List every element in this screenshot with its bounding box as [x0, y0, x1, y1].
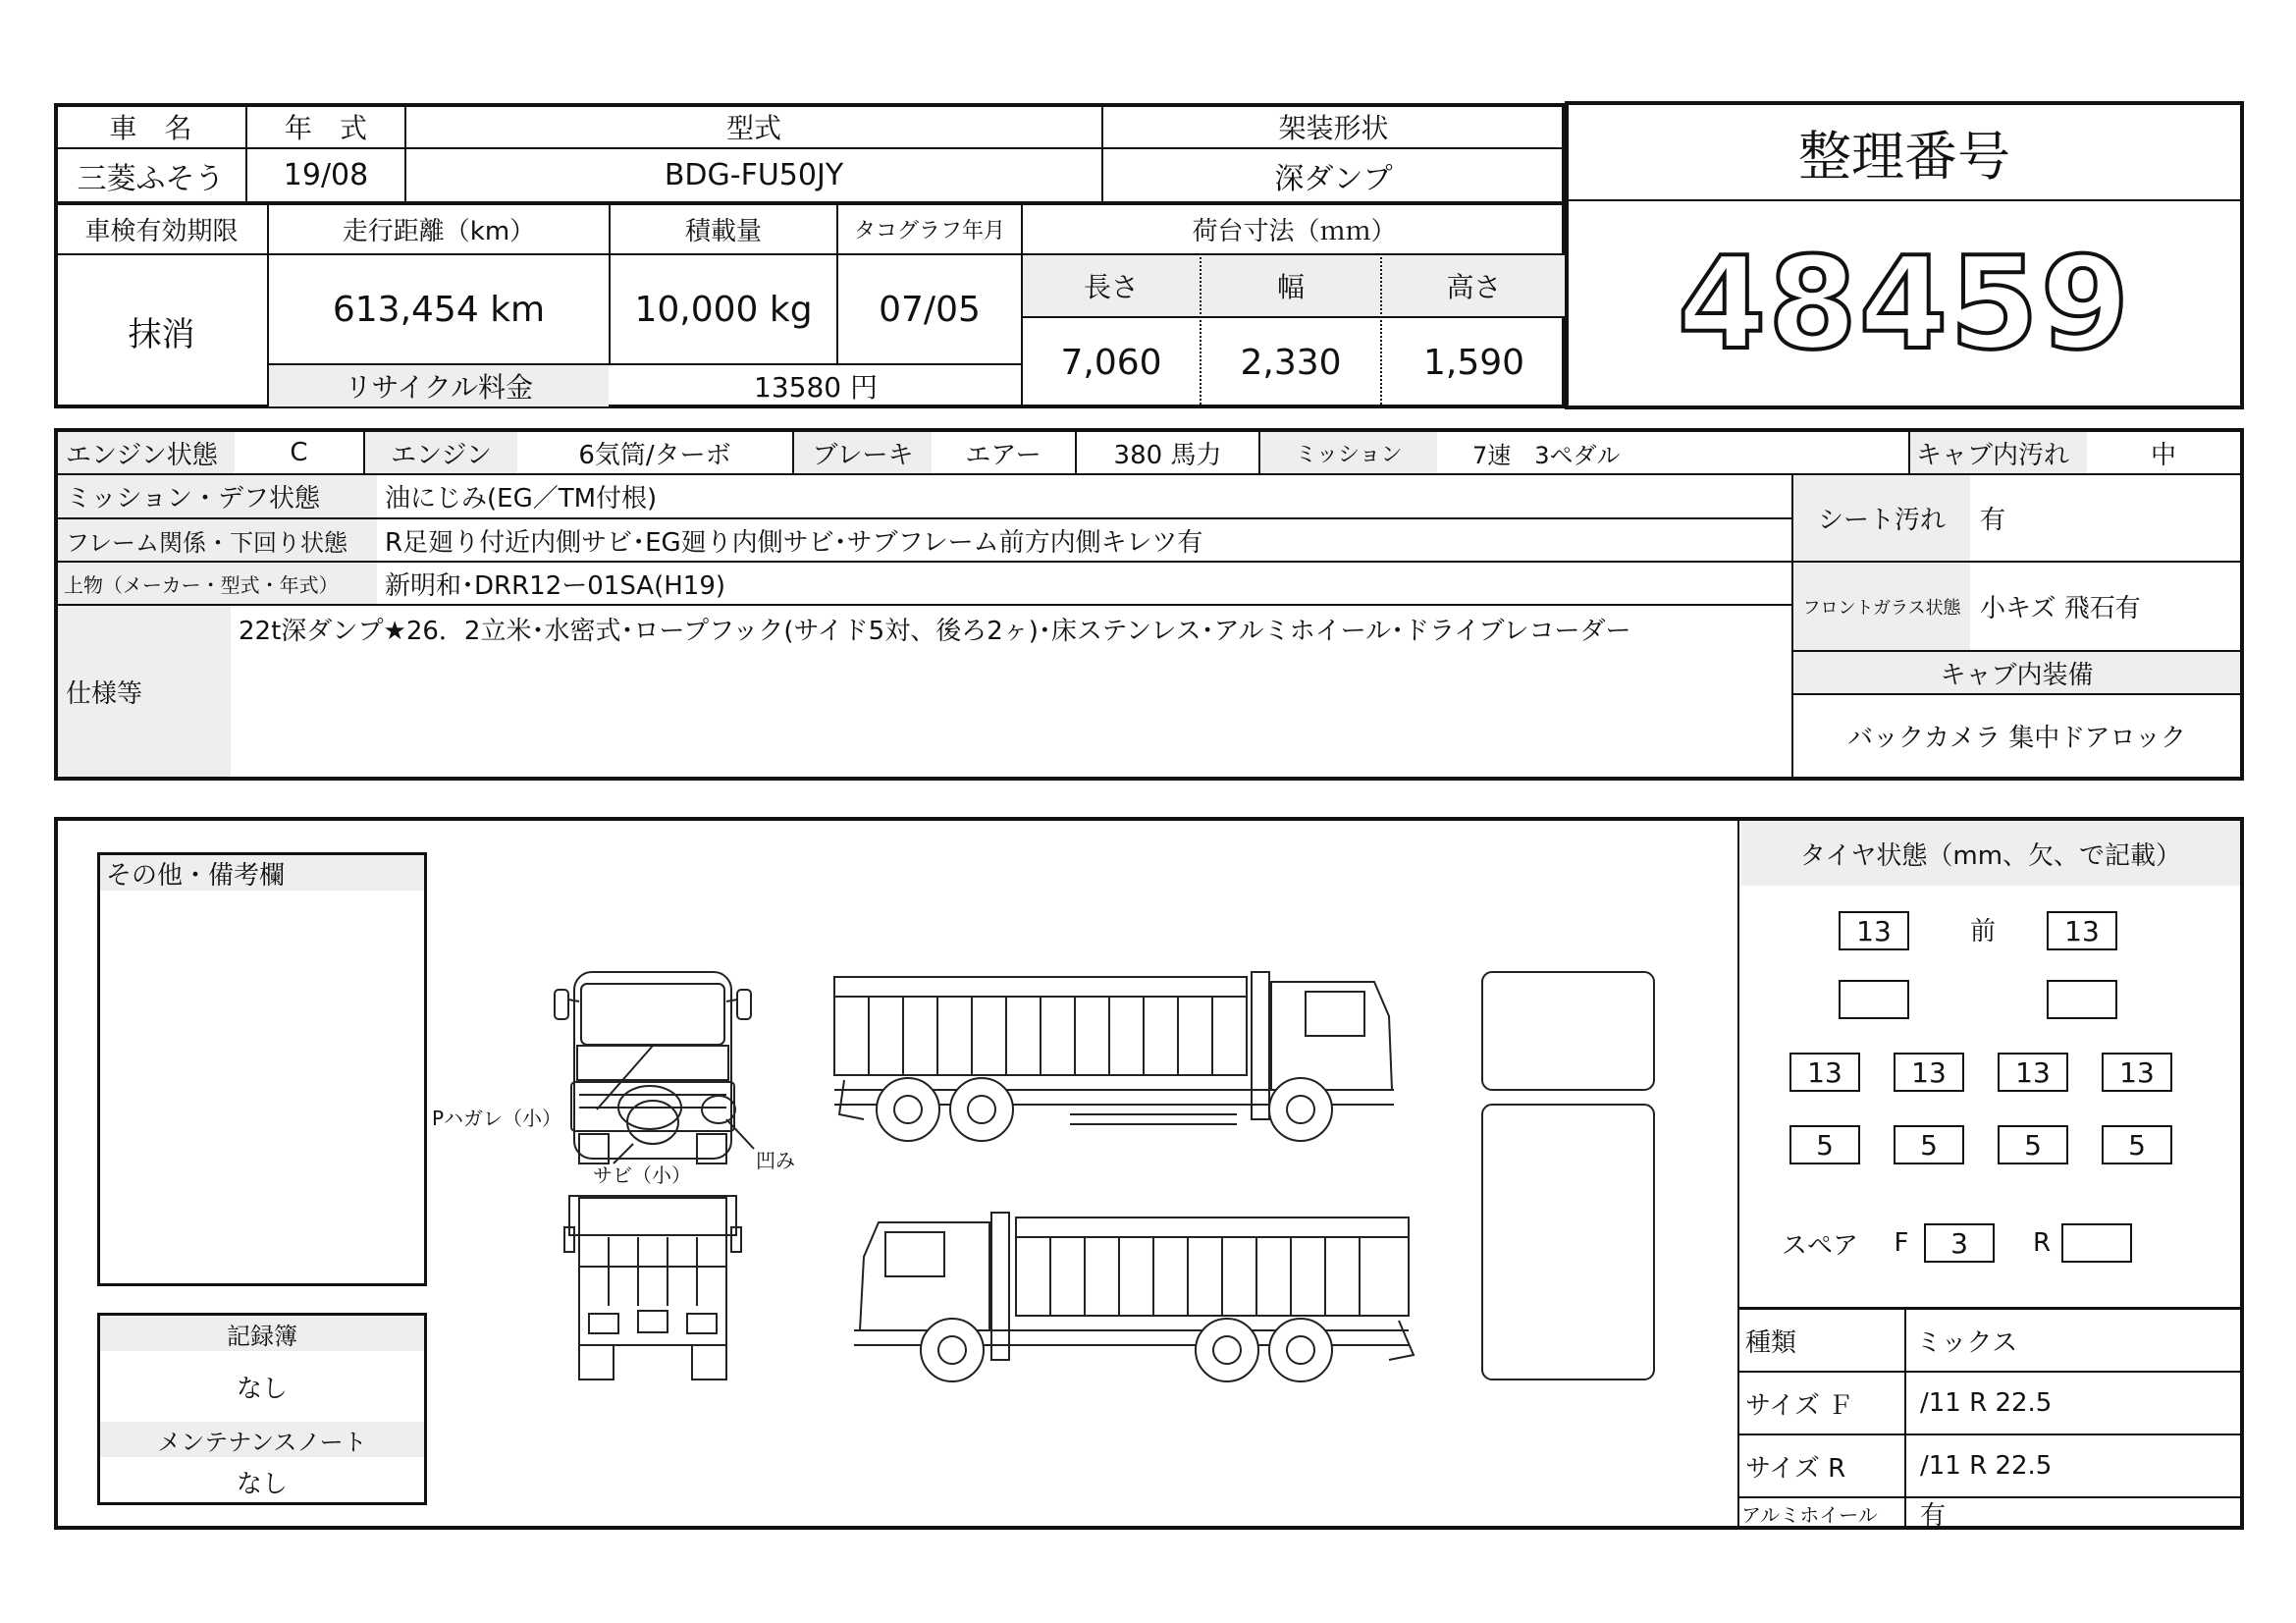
frame-label: フレーム関係・下回り状態: [58, 519, 377, 561]
spare-r-value: [2061, 1223, 2132, 1263]
length-label: 長さ: [1023, 255, 1200, 316]
body-type-value: 深ダンプ: [1274, 161, 1393, 196]
alloy-label: アルミホイール: [1741, 1502, 1878, 1527]
tachograph-label: タコグラフ年月: [853, 219, 1005, 243]
body-maker-label: 上物（メーカー・型式・年式）: [58, 563, 377, 604]
mission-diff-label: ミッション・デフ状態: [58, 475, 377, 517]
mission-diff-value: 油にじみ(EG／TM付根): [385, 484, 658, 514]
recycle-value: 13580 円: [754, 371, 878, 404]
inspection-label: 車検有効期限: [84, 217, 239, 246]
tire-rear-2-3: 5: [1998, 1125, 2068, 1164]
width-value: 2,330: [1240, 342, 1342, 383]
tire-rear-1-4: 13: [2102, 1053, 2172, 1092]
model-label: 型式: [725, 111, 781, 144]
mileage-label: 走行距離（km）: [342, 217, 536, 246]
windshield-value: 小キズ 飛石有: [1980, 594, 2141, 623]
truck-top-view-bed: [1482, 1105, 1654, 1380]
year-label: 年 式: [284, 111, 367, 144]
engine-label: エンジン: [365, 432, 517, 473]
engine-state-value: C: [290, 438, 308, 467]
brake-label: ブレーキ: [794, 432, 932, 473]
damage-note-dent: 凹み: [756, 1148, 795, 1172]
maintenance-value: なし: [236, 1469, 288, 1499]
size-r-value: /11 R 22.5: [1920, 1451, 2053, 1481]
mission-label: ミッション: [1260, 432, 1437, 473]
engine-value: 6気筒/ターボ: [578, 440, 731, 470]
cab-equipment-label: キャブ内装備: [1793, 652, 2240, 693]
tire-rear-1-3: 13: [1998, 1053, 2068, 1092]
tire-type-value: ミックス: [1916, 1327, 2018, 1358]
truck-side-view-left: [854, 1213, 1414, 1381]
car-name-value: 三菱ふそう: [77, 161, 225, 196]
seat-dirt-value: 有: [1980, 506, 2006, 535]
cab-dirt-value: 中: [2150, 440, 2176, 470]
windshield-label: フロントガラス状態: [1793, 563, 1970, 650]
cab-equipment-value: バックカメラ 集中ドアロック: [1847, 724, 2186, 753]
truck-front-view: [555, 972, 754, 1163]
tire-rear-2-2: 5: [1894, 1125, 1964, 1164]
tire-front-label: 前: [1969, 916, 1996, 947]
damage-note-p-peel: Pハガレ（小）: [432, 1106, 562, 1130]
truck-rear-view: [564, 1196, 741, 1380]
size-r-label: サイズ R: [1745, 1453, 1846, 1484]
frame-value: R足廻り付近内側サビ･EG廻り内側サビ･サブフレーム前方内側キレツ有: [385, 527, 1203, 558]
tachograph-value: 07/05: [879, 289, 981, 330]
damage-note-rust: サビ（小）: [593, 1163, 691, 1187]
mileage-value: 613,454 km: [332, 289, 546, 330]
year-value: 19/08: [283, 158, 369, 192]
seat-dirt-label: シート汚れ: [1793, 475, 1970, 561]
size-f-label: サイズ Ｆ: [1745, 1390, 1854, 1421]
payload-label: 積載量: [684, 217, 762, 246]
truck-side-view-right: [834, 972, 1394, 1141]
control-number-value: 48459: [1677, 229, 2132, 378]
height-value: 1,590: [1422, 342, 1525, 383]
tire-title: タイヤ状態（mm、欠、で記載）: [1741, 821, 2240, 886]
horsepower-value: 380 馬力: [1113, 440, 1222, 470]
body-maker-value: 新明和･DRR12ー01SA(H19): [385, 570, 726, 601]
length-value: 7,060: [1060, 342, 1162, 383]
truck-top-view-cab: [1482, 972, 1654, 1090]
remarks-label: その他・備考欄: [100, 855, 424, 891]
tire-front-left: 13: [1839, 911, 1909, 950]
alloy-value: 有: [1920, 1500, 1947, 1531]
spec-label: 仕様等: [58, 606, 231, 777]
tire-rear-2-1: 5: [1789, 1125, 1860, 1164]
tire-front-left-2: [1839, 980, 1909, 1019]
tire-front-right: 13: [2047, 911, 2117, 950]
cab-dirt-label: キャブ内汚れ: [1910, 432, 2087, 473]
engine-state-label: エンジン状態: [58, 432, 235, 473]
record-label: 記録簿: [100, 1316, 424, 1351]
bed-size-label: 荷台寸法（ｍｍ）: [1192, 217, 1397, 246]
control-number-label: 整理番号: [1798, 125, 2010, 188]
tire-front-right-2: [2047, 980, 2117, 1019]
payload-value: 10,000 kg: [634, 289, 813, 330]
spare-f-label: F: [1894, 1228, 1909, 1258]
recycle-label: リサイクル料金: [269, 365, 609, 406]
size-f-value: /11 R 22.5: [1920, 1388, 2053, 1418]
body-type-label: 架装形状: [1278, 111, 1389, 144]
tire-rear-1-2: 13: [1894, 1053, 1964, 1092]
car-name-label: 車 名: [109, 111, 192, 144]
tire-rear-1-1: 13: [1789, 1053, 1860, 1092]
mission-value: 7速 3ペダル: [1472, 441, 1621, 469]
model-value: BDG-FU50JY: [664, 158, 844, 192]
spare-f-value: 3: [1924, 1223, 1995, 1263]
spare-r-label: R: [2032, 1228, 2052, 1258]
spec-value: 22t深ダンプ★26．2立米･水密式･ロープフック(サイド5対、後ろ2ヶ)･床ステンレス･アルミホイール･ドライブレコーダー: [239, 617, 1631, 646]
remarks-box: [97, 852, 427, 1286]
maintenance-label: メンテナンスノート: [100, 1422, 424, 1457]
tire-rear-2-4: 5: [2102, 1125, 2172, 1164]
record-value: なし: [236, 1374, 288, 1404]
height-label: 高さ: [1382, 255, 1566, 316]
spare-label: スペア: [1782, 1230, 1859, 1261]
brake-value: エアー: [965, 440, 1041, 470]
width-label: 幅: [1201, 255, 1380, 316]
inspection-value: 抹消: [128, 314, 195, 354]
tire-type-label: 種類: [1745, 1327, 1797, 1358]
